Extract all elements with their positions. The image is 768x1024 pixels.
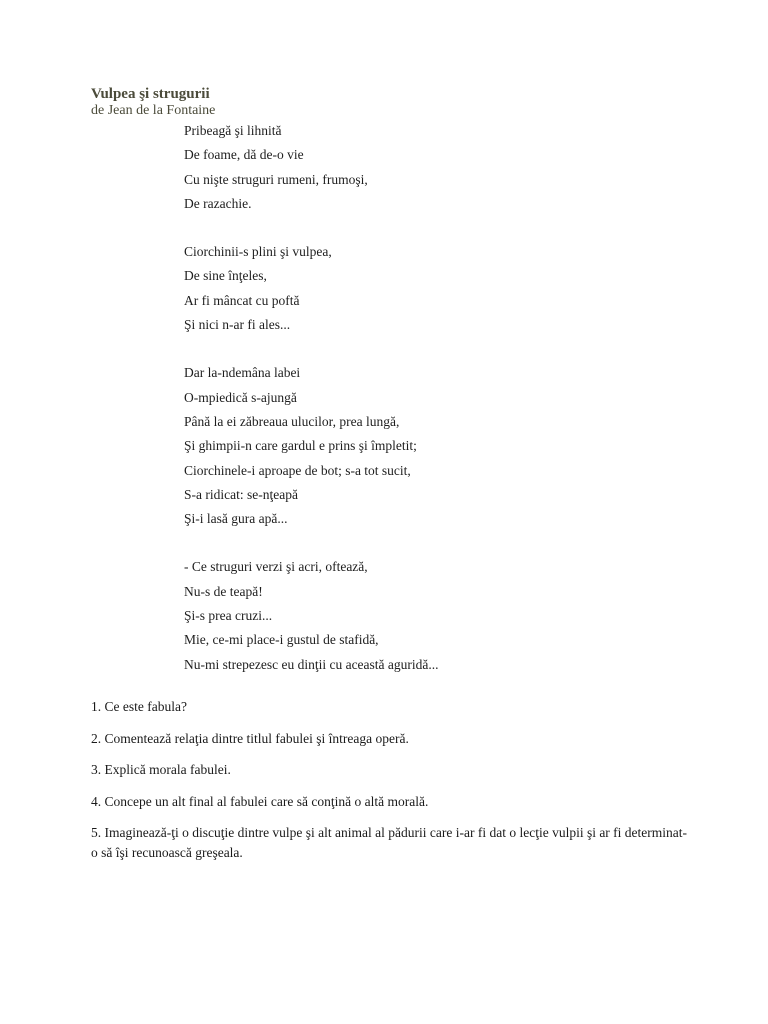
question-item: 1. Ce este fabula?: [91, 699, 187, 714]
verse-line: O-mpiedică s-ajungă: [184, 389, 297, 405]
questions-list: [91, 697, 691, 875]
verse-line: De foame, dă de-o vie: [184, 147, 304, 163]
question-item: 4. Concepe un alt final al fabulei care să conţină o altă morală.: [91, 793, 429, 809]
verse-line: Şi ghimpii-n care gardul e prins şi împletit;: [184, 438, 417, 454]
verse-line: Ciorchinii-s plini şi vulpea,: [184, 244, 332, 260]
stanza: [184, 119, 704, 216]
question-item: 3. Explică morala fabulei.: [91, 762, 231, 777]
stanza: [184, 361, 704, 531]
verse-line: Şi-i lasă gura apă...: [184, 511, 288, 527]
verse-line: Şi nici n-ar fi ales...: [184, 317, 291, 333]
document-title: Vulpea şi strugurii: [91, 86, 210, 102]
poem: [184, 119, 704, 677]
verse-line: Ar fi mâncat cu poftă: [184, 292, 300, 308]
verse-line: Mie, ce-mi place-i gustul de stafidă,: [184, 632, 379, 648]
verse-line: Cu nişte struguri rumeni, frumoşi,: [184, 171, 368, 187]
question-item: 5. Imaginează-ţi o discuţie dintre vulpe şi alt animal al pădurii care i-ar fi dat o lecţie vulpii şi ar fi determinat-o să îşi recunoască greşeala.: [91, 825, 688, 860]
verse-line: Şi-s prea cruzi...: [184, 608, 273, 624]
verse-line: Nu-s de teapă!: [184, 583, 263, 599]
document-author: de Jean de la Fontaine: [91, 103, 216, 118]
verse-line: Ciorchinele-i aproape de bot; s-a tot sucit,: [184, 462, 411, 478]
stanza: [184, 240, 704, 337]
stanza: [184, 555, 704, 676]
verse-line: De sine înţeles,: [184, 268, 267, 284]
verse-line: Dar la-ndemâna labei: [184, 365, 301, 381]
verse-line: De razachie.: [184, 195, 252, 211]
question-item: 2. Comentează relaţia dintre titlul fabulei şi întreaga operă.: [91, 730, 409, 746]
verse-line: Până la ei zăbreaua ulucilor, prea lungă,: [184, 413, 400, 429]
verse-line: Pribeagă şi lihnită: [184, 123, 282, 138]
verse-line: Nu-mi strepezesc eu dinţii cu această aguridă...: [184, 656, 439, 672]
verse-line: S-a ridicat: se-nţeapă: [184, 486, 298, 502]
verse-line: - Ce struguri verzi şi acri, oftează,: [184, 559, 368, 575]
